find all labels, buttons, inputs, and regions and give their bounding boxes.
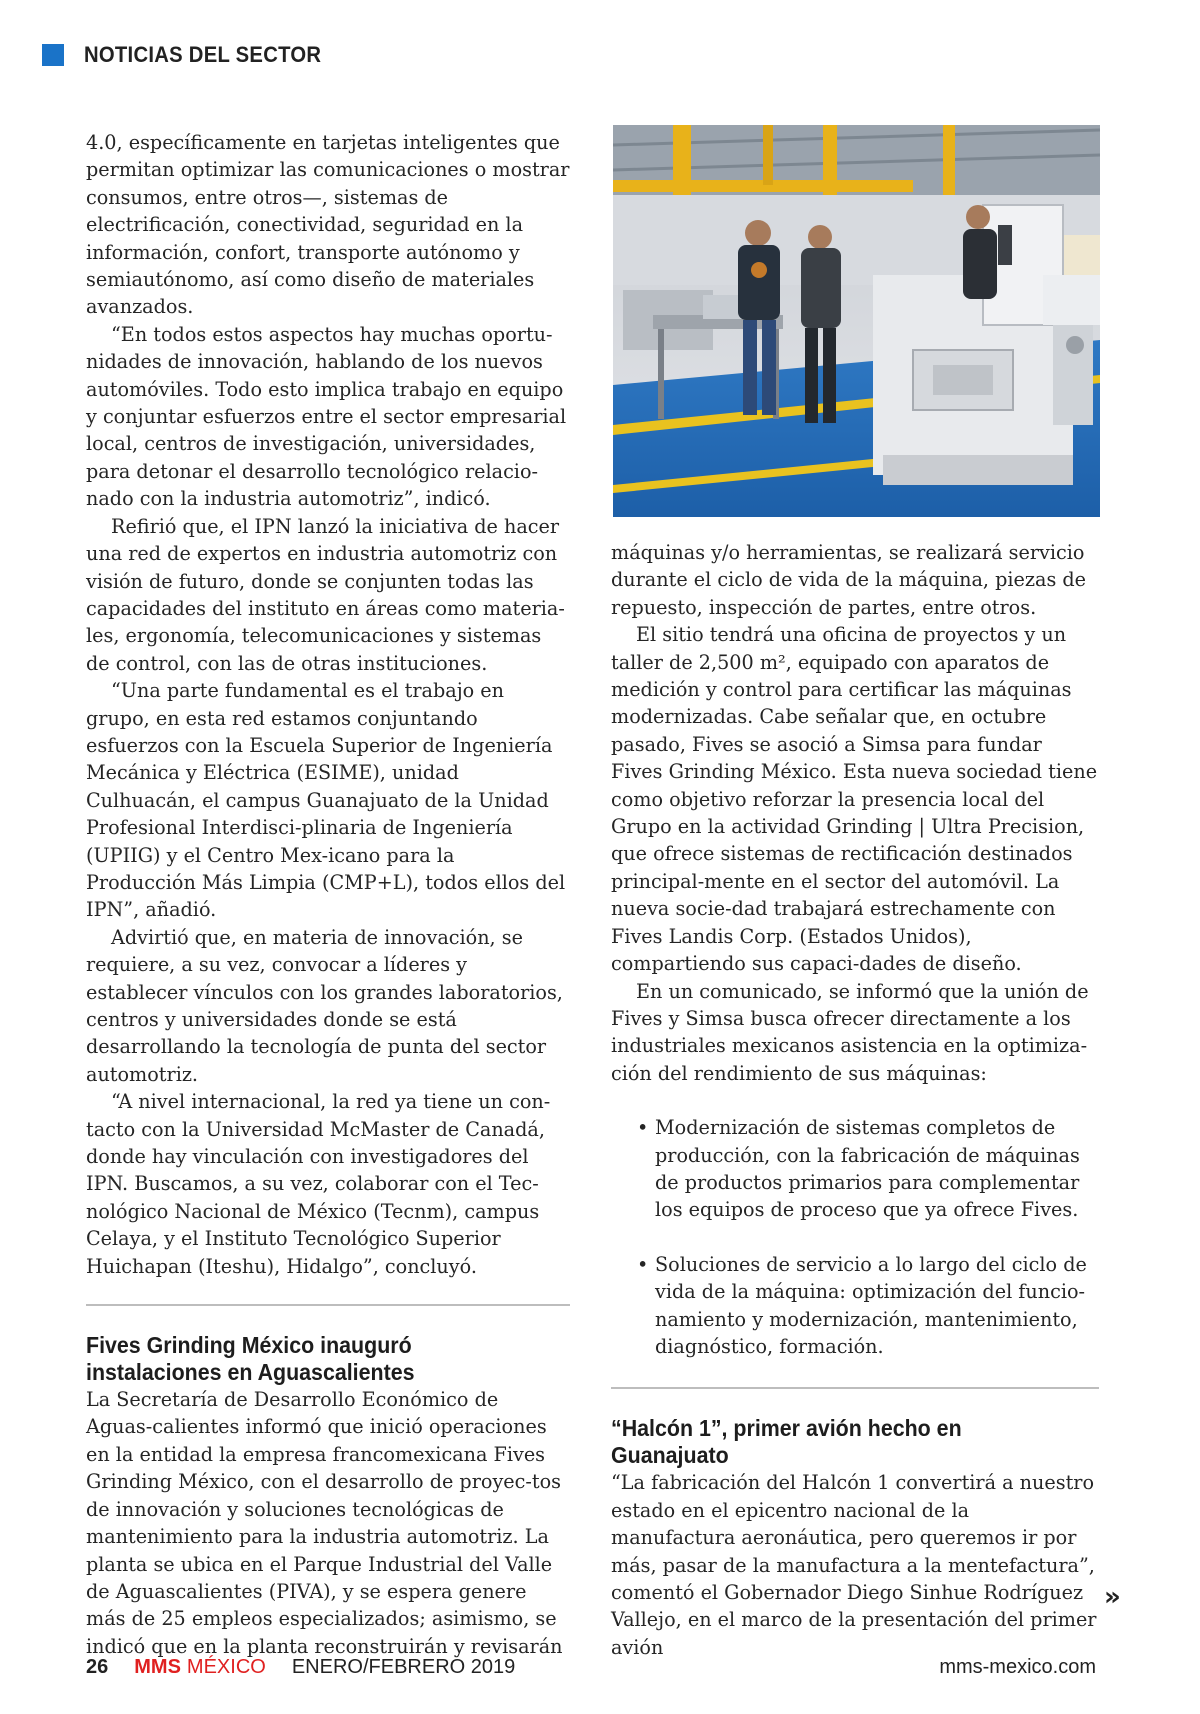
left-column bbox=[86, 129, 570, 1660]
list-item-text: Soluciones de servicio a lo largo del ciclo de vida de la máquina: optimización del funcio-namiento y modernización, mantenimiento, diagnóstico, formación. bbox=[655, 1252, 1087, 1358]
article-headline-halcon: “Halcón 1”, primer avión hecho en Guanajuato bbox=[611, 1415, 962, 1469]
paragraph: 4.0, específicamente en tarjetas inteligentes que permitan optimizar las comunicaciones o mostrar consumos, entre otros—, sistemas de electrificación, conectividad, seguridad en la información, confort, transporte autónomo y semiautónomo, así como diseño de materiales avanzados. bbox=[86, 131, 570, 319]
page-number: 26 bbox=[86, 1655, 109, 1678]
paragraph: “En todos estos aspectos hay muchas oportu-nidades de innovación, hablando de los nuevos automóviles. Todo esto implica trabajo en equipo y conjuntar esfuerzos entre el sector empresarial local, centros de investigación, universidades, para detonar el desarrollo tecnológico relacio-nado con la industria automotriz”, indicó. bbox=[86, 322, 567, 511]
list-item bbox=[611, 1251, 1099, 1361]
issue-date: ENERO/FEBRERO 2019 bbox=[291, 1655, 516, 1678]
factory-photo bbox=[613, 125, 1100, 517]
continue-arrow-icon: » bbox=[1104, 1582, 1121, 1612]
bullet-list bbox=[611, 1114, 1099, 1360]
paragraph: Advirtió que, en materia de innovación, se requiere, a su vez, convocar a líderes y establecer vínculos con los grandes laboratorios, centros y universidades donde se está desarrollando la tecnología de punta del sector automotriz. bbox=[86, 925, 563, 1086]
brand-logo-light: MÉXICO bbox=[186, 1655, 266, 1678]
bullet-icon: • bbox=[637, 1116, 649, 1140]
article-paragraph: En un comunicado, se informó que la unión de Fives y Simsa busca ofrecer directamente a los industriales mexicanos asistencia en la optimiza-ción del rendimiento de sus máquinas: bbox=[611, 979, 1089, 1085]
website-url: mms-mexico.com bbox=[939, 1655, 1096, 1678]
list-item-text: Modernización de sistemas completos de producción, con la fabricación de máquinas de productos primarios para complementar los equipos de proceso que ya ofrece Fives. bbox=[655, 1116, 1080, 1222]
article-paragraph: El sitio tendrá una oficina de proyectos y un taller de 2,500 m², equipado con aparatos de medición y control para certificar las máquinas modernizadas. Cabe señalar que, en octubre pasado, Fives se asoció a Simsa para fundar Fives Grinding México. Esta nueva sociedad tiene como objetivo reforzar la presencia local del Grupo en la actividad Grinding | Ultra Precision, que ofrece sistemas de rectificación destinados principal-mente en el sector del automóvil. La nueva socie-dad trabajará estrechamente con Fives Landis Corp. (Estados Unidos), compartiendo sus capaci-dades de diseño. bbox=[611, 623, 1098, 976]
article-paragraph: La Secretaría de Desarrollo Económico de Aguas-calientes informó que inició operaciones en la entidad la empresa francomexicana Fives Grinding México, con el desarrollo de proyec-tos de innovación y soluciones tecnológicas de mantenimiento para la industria automotriz. La planta se ubica en el Parque Industrial del Valle de Aguascalientes (PIVA), y se espera genere más de 25 empleos especializados; asimismo, se indicó que en la planta reconstruirán y revisarán bbox=[86, 1388, 563, 1658]
article-headline-fives: Fives Grinding México inauguró instalaciones en Aguascalientes bbox=[86, 1332, 415, 1386]
list-item bbox=[611, 1114, 1099, 1224]
article-divider bbox=[611, 1387, 1099, 1389]
section-header bbox=[42, 40, 342, 70]
paragraph: “Una parte fundamental es el trabajo en grupo, en esta red estamos conjuntando esfuerzos con la Escuela Superior de Ingeniería Mecánica y Eléctrica (ESIME), unidad Culhuacán, el campus Guanajuato de la Unidad Profesional Interdisci-plinaria de Ingeniería (UPIIG) y el Centro Mex-icano para la Producción Más Limpia (CMP+L), todos ellos del IPN”, añadió. bbox=[86, 679, 566, 922]
brand-logo-bold: MMS bbox=[134, 1655, 181, 1678]
article-paragraph: “La fabricación del Halcón 1 convertirá a nuestro estado en el epicentro nacional de la manufactura aeronáutica, pero queremos ir por más, pasar de la manufactura a la mentefactura”, comentó el Gobernador Diego Sinhue Rodríguez Vallejo, en el marco de la presentación del primer avión bbox=[611, 1471, 1097, 1659]
section-title: NOTICIAS DEL SECTOR bbox=[84, 42, 322, 67]
page-footer bbox=[86, 1652, 1096, 1682]
article-divider bbox=[86, 1304, 570, 1306]
bullet-icon: • bbox=[637, 1252, 649, 1276]
paragraph: Refirió que, el IPN lanzó la iniciativa de hacer una red de expertos en industria automotriz con visión de futuro, donde se conjunten todas las capacidades del instituto en áreas como materia-les, ergonomía, telecomunicaciones y sistemas de control, con las de otras instituciones. bbox=[86, 514, 565, 675]
section-square-icon bbox=[42, 44, 64, 66]
right-column bbox=[611, 539, 1099, 1661]
paragraph: “A nivel internacional, la red ya tiene un con-tacto con la Universidad McMaster de Canadá, donde hay vinculación con investigadores del IPN. Buscamos, a su vez, colaborar con el Tec-nológico Nacional de México (Tecnm), campus Celaya, y el Instituto Tecnológico Superior Huichapan (Iteshu), Hidalgo”, concluyó. bbox=[86, 1090, 551, 1278]
article-paragraph: máquinas y/o herramientas, se realizará servicio durante el ciclo de vida de la máquina, piezas de repuesto, inspección de partes, entre otros. bbox=[611, 541, 1087, 619]
